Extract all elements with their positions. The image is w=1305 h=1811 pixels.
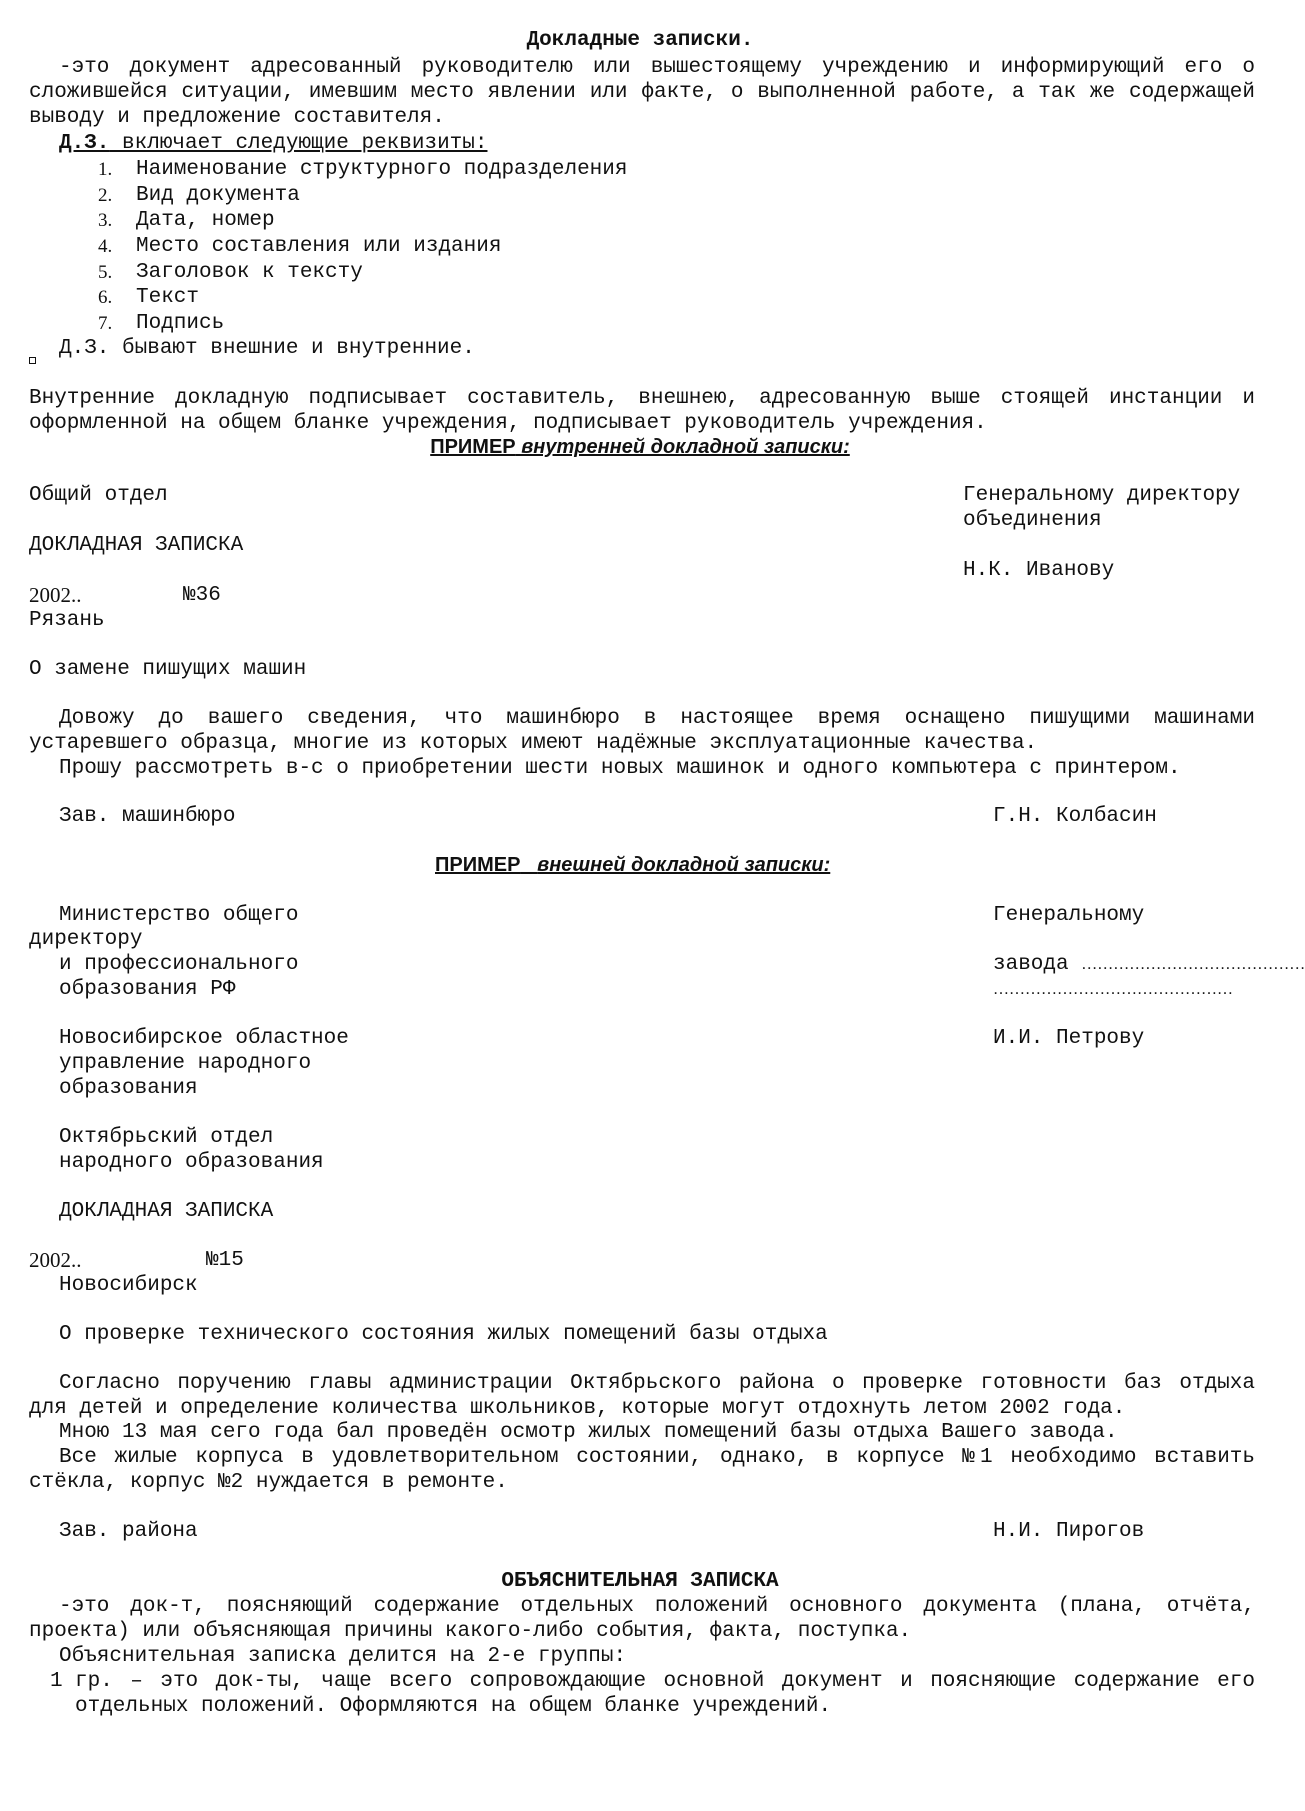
external-doc-type: ДОКЛАДНАЯ ЗАПИСКА — [59, 1200, 274, 1223]
signing-paragraph: Внутренние докладную подписывает составитель, внешнею, адресованную выше стоящей инстанции и оформленной на общем бланке учреждения, подписывает руководитель учреждения. — [29, 387, 1255, 435]
explanatory-group1-num: 1 — [50, 1670, 63, 1693]
internal-body-p1: Довожу до вашего сведения, что машинбюро в настоящее время оснащено пишущими машинами устаревшего образца, многие из которых имеют надёжные эксплуатационные качества. — [29, 707, 1255, 755]
document-page: Докладные записки. -это документ адресованный руководителю или вышестоящему учреждению и информирующий его о сложившейся ситуации, имевшим место явлении или факте, о выполненной работе, а так же содержащей выводу и предложение составителя. Д.З. включает следующие реквизиты: 1. Наименование структурного подразделения 2. Вид документа 3. Дата, номер 4. Место составления или издания 5. Заголовок к тексту 6. Текст 7. Подпись Д.З. бывают внешние и внутренние. Внутренние докладную подписывает составитель, внешнею, адресованную выше стоящей инстанции и оформленной на общем бланке учреждения, подписывает руководитель учреждения. ПРИМЕР внутренней докладной записки: Общий отдел Генеральному директору объединения ДОКЛАДНАЯ ЗАПИСКА Н.К. Иванову 2002.. №36 Рязань О замене пишущих машин Довожу до вашего сведения, что машинбюро в настоящее время оснащено пишущими машинами устаревшего образца, многие из которых имеют надёжные эксплуатационные качества. Прошу рассмотреть в-с о приобретении шести новых машинок и одного компьютера с принтером. Зав. машинбюро Г.Н. Колбасин ПРИМЕР внешней докладной записки: Министерство общего Генеральному директору и профессионального завода …………………………………… образования РФ ……………………………………… Новосибирское областное И.И. Петрову управление народного образования Октябрьский отдел народного образования ДОКЛАДНАЯ ЗАПИСКА 2002.. №15 Новосибирск О проверке технического состояния жилых помещений базы отдыха Согласно поручению главы администрации Октябрьского района о проверке готовности баз отдыха для детей и определение количества школьников, которые могут отдохнуть летом 2002 года. Мною 13 мая сего года бал проведён осмотр жилых помещений базы отдыха Вашего завода. Все жилые корпуса в удовлетворительном состоянии, однако, в корпусе №1 необходимо вставить стёкла, корпус №2 нуждается в ремонте. Зав. района Н.И. Пирогов ОБЪЯСНИТЕЛЬНАЯ ЗАПИСКА -это док-т, поясняющий содержание отдельных положений основного документа (плана, отчёта, проекта) или объясняющая причины какого-либо события, факта, поступка. Объяснительная записка делится на 2-е группы: 1 гр. – это док-ты, чаще всего сопровождающие основной документ и поясняющие содержание его отдельных положений. Оформляются на общем бланке учреждений. — [0, 0, 1280, 1811]
requisites-intro — [59, 131, 487, 156]
explanatory-definition: -это док-т, поясняющий содержание отдельных положений основного документа (плана, отчёта, проекта) или объясняющая причины какого-либо события, факта, поступка. — [29, 1595, 1255, 1643]
external-addressee-line1: Генеральному — [993, 904, 1145, 927]
page-title: Докладные записки. — [526, 29, 754, 52]
internal-body-p2: Прошу рассмотреть в-с о приобретении шести новых машинок и одного компьютера с принтером. — [59, 757, 1181, 780]
external-org-line2: и профессионального — [59, 953, 299, 976]
explanatory-group1-text: гр. – это док-ты, чаще всего сопровождающие основной документ и поясняющие содержание его отдельных положений. Оформляются на общем бланке учреждений. — [75, 1670, 1255, 1718]
explanatory-title: ОБЪЯСНИТЕЛЬНАЯ ЗАПИСКА — [501, 1570, 779, 1593]
external-addressee-dots: ……………………………………… — [993, 981, 1233, 998]
external-signer-name: Н.И. Пирогов — [993, 1520, 1145, 1543]
internal-subject: О замене пишущих машин — [29, 658, 307, 681]
external-org-line3: образования РФ — [59, 978, 236, 1001]
internal-doc-type: ДОКЛАДНАЯ ЗАПИСКА — [29, 534, 244, 557]
internal-addressee-name: Н.К. Иванову — [963, 559, 1115, 582]
external-signer-position: Зав. района — [59, 1520, 198, 1543]
definition-paragraph: -это документ адресованный руководителю или вышестоящему учреждению и информирующий его о сложившейся ситуации, имевшим место явлении или факте, о выполненной работе, а так же содержащей выводу и предложение составителя. — [29, 56, 1255, 129]
internal-department: Общий отдел — [29, 484, 168, 507]
external-example-heading: ПРИМЕР внешней докладной записки: — [435, 854, 831, 876]
internal-number: №36 — [183, 584, 221, 607]
bullet-marker-icon — [29, 357, 36, 364]
internal-addressee-line1: Генеральному директору — [963, 484, 1241, 507]
external-body-p3: Все жилые корпуса в удовлетворительном состоянии, однако, в корпусе №1 необходимо вставить стёкла, корпус №2 нуждается в ремонте. — [29, 1446, 1255, 1494]
external-org2-line3: образования — [59, 1077, 198, 1100]
external-addressee-line2: завода …………………………………… — [993, 953, 1305, 976]
external-city: Новосибирск — [59, 1274, 198, 1297]
external-org-line1: Министерство общего — [59, 904, 299, 927]
external-org3-line2: народного образования — [59, 1151, 324, 1174]
external-org2-line1: Новосибирское областное — [59, 1027, 349, 1050]
internal-date: 2002.. — [29, 583, 82, 607]
external-date: 2002.. — [29, 1248, 82, 1272]
external-addressee-wrap: директору — [29, 928, 143, 951]
external-body-p1: Согласно поручению главы администрации Октябрьского района о проверке готовности баз отдыха для детей и определение количества школьников, которые могут отдохнуть летом 2002 года. — [29, 1372, 1255, 1420]
internal-signer-position: Зав. машинбюро — [59, 805, 236, 828]
types-line: Д.З. бывают внешние и внутренние. — [59, 337, 475, 360]
requisites-abbr: Д.З. — [59, 132, 110, 155]
external-subject: О проверке технического состояния жилых помещений базы отдыха — [59, 1323, 828, 1346]
external-body-p2: Мною 13 мая сего года бал проведён осмотр жилых помещений базы отдыха Вашего завода. — [59, 1421, 1118, 1444]
external-org2-line2: управление народного — [59, 1052, 312, 1075]
external-addressee-name: И.И. Петрову — [993, 1027, 1145, 1050]
internal-example-heading: ПРИМЕР внутренней докладной записки: — [430, 436, 850, 458]
internal-addressee-line2: объединения — [963, 509, 1102, 532]
internal-city: Рязань — [29, 609, 105, 632]
external-number: №15 — [206, 1249, 244, 1272]
requisites-intro-text: включает следующие реквизиты: — [109, 132, 488, 155]
internal-signer-name: Г.Н. Колбасин — [993, 805, 1157, 828]
external-org3-line1: Октябрьский отдел — [59, 1126, 274, 1149]
explanatory-groups-intro: Объяснительная записка делится на 2-е группы: — [59, 1645, 627, 1668]
